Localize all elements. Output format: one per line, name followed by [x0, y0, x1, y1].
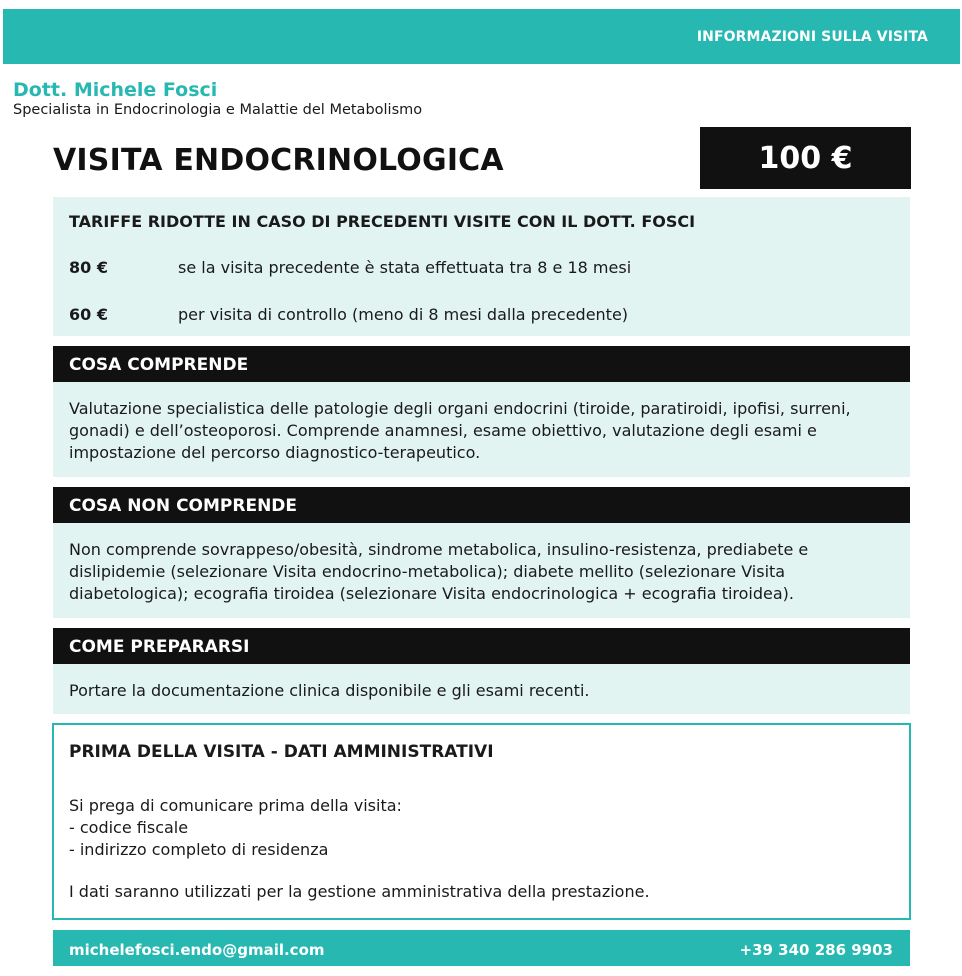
section-heading-preparation: COME PREPARARSI	[53, 628, 910, 664]
doctor-name: Dott. Michele Fosci	[13, 79, 218, 101]
tariffs-heading: TARIFFE RIDOTTE IN CASO DI PRECEDENTI VISITE CON IL DOTT. FOSCI	[69, 212, 696, 231]
tariff-row	[69, 258, 631, 277]
section-heading-includes: COSA COMPRENDE	[53, 346, 910, 382]
admin-info-box	[52, 723, 911, 920]
tariff-description: per visita di controllo (meno di 8 mesi dalla precedente)	[178, 305, 629, 324]
section-body-preparation: Portare la documentazione clinica disponibile e gli esami recenti.	[53, 664, 910, 714]
header-title: INFORMAZIONI SULLA VISITA	[696, 29, 928, 45]
admin-requirements	[69, 795, 402, 861]
contact-phone: +39 340 286 9903	[739, 941, 893, 959]
admin-note: I dati saranno utilizzati per la gestione amministrativa della prestazione.	[69, 882, 650, 901]
admin-line: Si prega di comunicare prima della visita:	[69, 796, 402, 815]
price-badge	[700, 127, 911, 189]
doctor-specialty: Specialista in Endocrinologia e Malattie del Metabolismo	[13, 102, 423, 118]
admin-line: - codice fiscale	[69, 818, 189, 837]
section-body-excludes: Non comprende sovrappeso/obesità, sindrome metabolica, insulino-resistenza, prediabete e dislipidemie (selezionare Visita endocrino-metabolica); diabete mellito (selezionare Visita diabetologica); ecografia tiroidea (selezionare Visita endocrinologica + ecografia tiroidea).	[53, 523, 910, 618]
contact-email: michelefosci.endo@gmail.com	[69, 941, 325, 959]
header-bar	[3, 9, 960, 64]
admin-line: - indirizzo completo di residenza	[69, 840, 329, 859]
visit-title: VISITA ENDOCRINOLOGICA	[53, 143, 504, 178]
tariff-description: se la visita precedente è stata effettuata tra 8 e 18 mesi	[178, 258, 632, 277]
tariff-row	[69, 305, 628, 324]
section-body-includes: Valutazione specialistica delle patologie degli organi endocrini (tiroide, paratiroidi, ipofisi, surreni, gonadi) e dell’osteoporosi. Comprende anamnesi, esame obiettivo, valutazione degli esami e impostazione del percorso diagnostico-terapeutico.	[53, 382, 910, 477]
price-value: 100 €	[758, 140, 853, 176]
tariffs-panel	[53, 197, 910, 336]
tariff-amount: 80 €	[69, 258, 108, 277]
admin-title: PRIMA DELLA VISITA - DATI AMMINISTRATIVI	[69, 742, 494, 762]
contact-footer	[53, 930, 910, 966]
tariff-amount: 60 €	[69, 305, 108, 324]
section-heading-excludes: COSA NON COMPRENDE	[53, 487, 910, 523]
